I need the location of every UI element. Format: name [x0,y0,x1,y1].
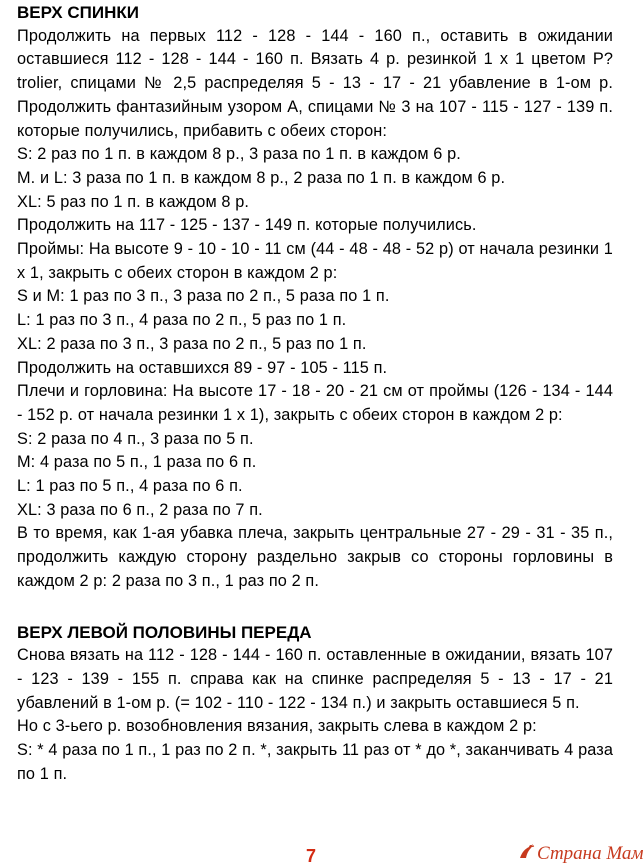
paragraph: S: 2 раз по 1 п. в каждом 8 р., 3 раза по 1 п. в каждом 6 р. [17,145,461,164]
paragraph: XL: 2 раза по 3 п., 3 раза по 2 п., 5 раз по 1 п. [17,334,367,353]
paragraph: Плечи и горловина: На высоте 17 - 18 - 20 - 21 см от проймы (126 - 134 - 144 - 152 р. от начала резинки 1 х 1), закрыть с обеих сторон в каждом 2 р: [17,382,613,424]
paragraph: L: 1 раз по 3 п., 4 раза по 2 п., 5 раз по 1 п. [17,311,347,330]
paragraph: L: 1 раз по 5 п., 4 раза по 6 п. [17,477,243,496]
section-title-left-front-top: ВЕРХ ЛЕВОЙ ПОЛОВИНЫ ПЕРЕДА [17,622,312,642]
paragraph: Но с 3-ьего р. возобновления вязания, закрыть слева в каждом 2 р: [17,717,537,736]
paragraph: XL: 3 раза по 6 п., 2 раза по 7 п. [17,500,263,519]
paragraph: S: 2 раза по 4 п., 3 раза по 5 п. [17,429,254,448]
paragraph: Снова вязать на 112 - 128 - 144 - 160 п. оставленные в ожидании, вязать 107 - 123 - 139 - 155 п. справа как на спинке распределяя 5 - 13 - 17 - 21 убавлений в 1-ом р. (= 102 - 110 - 122 - 134 п.) и закрыть оставшиеся 5 п. [17,646,613,712]
watermark [517,841,644,867]
paragraph: Продолжить на оставшихся 89 - 97 - 105 - 115 п. [17,358,388,377]
watermark-text: Страна Мам [537,843,644,864]
paragraph: S: * 4 раза по 1 п., 1 раз по 2 п. *, закрыть 11 раз от * до *, заканчивать 4 раза по 1 п. [17,741,613,783]
paragraph: Продолжить на 117 - 125 - 137 - 149 п. которые получились. [17,216,477,235]
paragraph: В то время, как 1-ая убавка плеча, закрыть центральные 27 - 29 - 31 - 35 п., продолжить каждую сторону раздельно закрыв со стороны горловины в каждом 2 р: 2 раза по 3 п., 1 раз по 2 п. [17,524,613,590]
stork-icon [517,841,537,867]
document-page [17,0,613,787]
paragraph: XL: 5 раз по 1 п. в каждом 8 р. [17,192,250,211]
section-title-back-top: ВЕРХ СПИНКИ [17,3,139,22]
paragraph: Продолжить на первых 112 - 128 - 144 - 160 п., оставить в ожидании оставшиеся 112 - 128 - 144 - 160 п. Вязать 4 р. резинкой 1 х 1 цветом P?trolier, спицами № 2,5 распределяя 5 - 13 - 17 - 21 убавление в 1-ом р. Продолжить фантазийным узором А, спицами № 3 на 107 - 115 - 127 - 139 п. которые получились, прибавить с обеих сторон: [17,26,613,140]
paragraph: S и M: 1 раз по 3 п., 3 раза по 2 п., 5 раза по 1 п. [17,287,390,306]
paragraph: Проймы: На высоте 9 - 10 - 10 - 11 см (44 - 48 - 48 - 52 р) от начала резинки 1 х 1, закрыть с обеих сторон в каждом 2 р: [17,240,613,282]
page-number: 7 [306,846,317,866]
paragraph: M: 4 раза по 5 п., 1 раза по 6 п. [17,453,257,472]
paragraph: M. и L: 3 раза по 1 п. в каждом 8 р., 2 раза по 1 п. в каждом 6 р. [17,168,506,187]
